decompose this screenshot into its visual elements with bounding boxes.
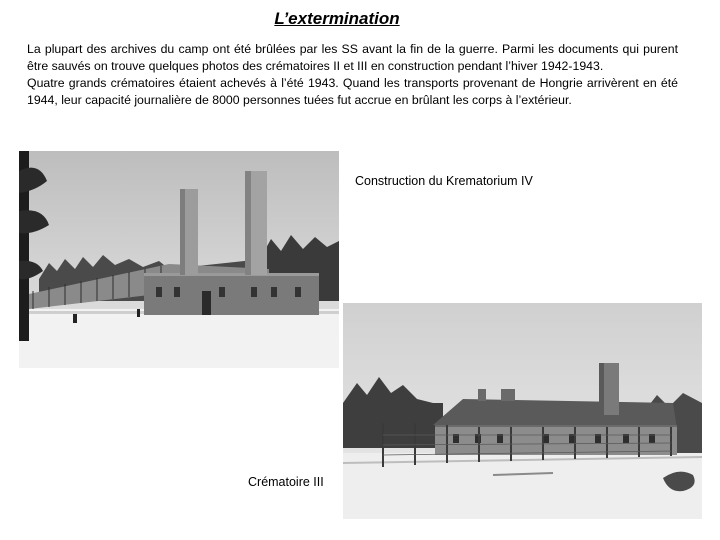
paragraph-crematoria: Quatre grands crématoires étaient achevés à l’été 1943. Quand les transports provenant de Hongrie arrivèrent en été 1944, leur capacité journalière de 8000 personnes tuées fut accrue en brûlant les corps à l’extérieur. bbox=[27, 76, 678, 107]
intro-text bbox=[27, 41, 678, 109]
crematoire-iii-photo bbox=[343, 303, 702, 519]
krematorium-iv-construction-photo bbox=[19, 151, 339, 368]
paragraph-archives: La plupart des archives du camp ont été brûlées par les SS avant la fin de la guerre. Parmi les documents qui purent être sauvés on trouve quelques photos des crématoires II et III en construction pendant l’hiver 1942-1943. bbox=[27, 42, 678, 73]
caption-krematorium-iv: Construction du Krematorium IV bbox=[355, 174, 533, 188]
caption-crematoire-iii: Crématoire III bbox=[248, 475, 324, 489]
page-title: L’extermination bbox=[274, 9, 400, 28]
